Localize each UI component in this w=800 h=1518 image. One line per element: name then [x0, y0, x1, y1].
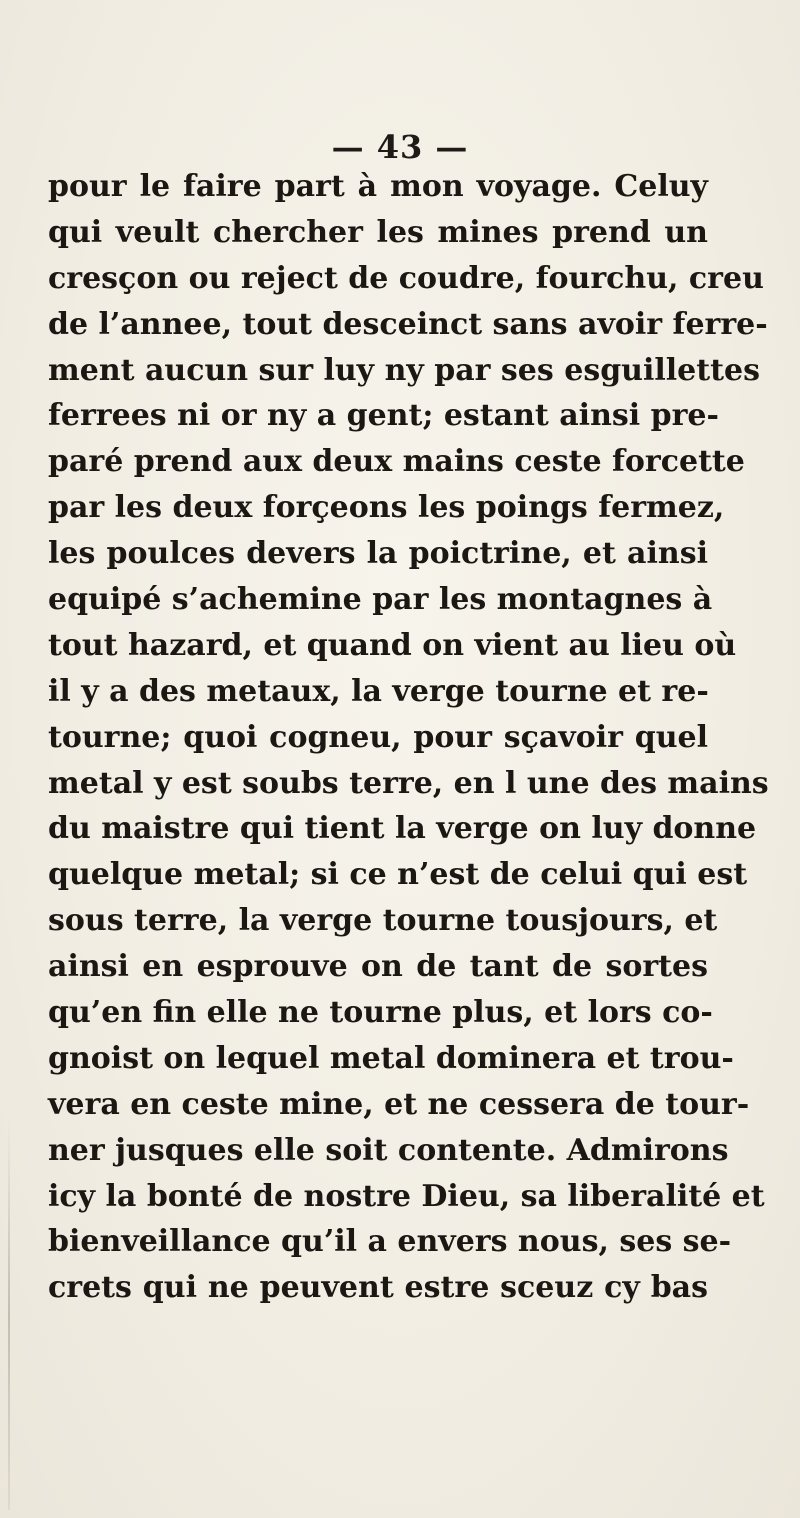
text-line: bienveillance qu’il a envers nous, ses se- [48, 1224, 732, 1260]
text-line: icy la bonté de nostre Dieu, sa liberalité et [48, 1178, 765, 1214]
text-line: vera en ceste mine, et ne cessera de tour- [48, 1086, 750, 1122]
text-line: de l’annee, tout desceinct sans avoir ferre- [48, 306, 768, 342]
text-line: du maistre qui tient la verge on luy donne [48, 811, 757, 847]
text-line: pour le faire part à mon voyage. Celuy [48, 169, 708, 204]
text-line: par les deux forçeons les poings fermez, [48, 490, 725, 526]
text-line: ment aucun sur luy ny par ses esguillettes [48, 352, 760, 388]
text-line: ner jusques elle soit contente. Admirons [48, 1132, 729, 1168]
text-line: crets qui ne peuvent estre sceuz cy bas [48, 1270, 708, 1306]
text-line: qui veult chercher les mines prend un [48, 214, 708, 250]
text-line: qu’en fin elle ne tourne plus, et lors co- [48, 995, 713, 1031]
text-line: il y a des metaux, la verge tourne et re- [48, 673, 709, 709]
body-text [48, 164, 769, 1311]
text-line: les poulces devers la poictrine, et ainsi [48, 536, 708, 572]
text-line: quelque metal; si ce n’est de celui qui est [48, 857, 748, 893]
page-crease-shadow [8, 1120, 10, 1510]
text-line: tout hazard, et quand on vient au lieu où [48, 627, 737, 663]
text-line: gnoist on lequel metal dominera et trou- [48, 1040, 734, 1076]
text-line: ainsi en esprouve on de tant de sortes [48, 949, 708, 985]
text-line: tourne; quoi cogneu, pour sçavoir quel [48, 719, 708, 755]
text-line: paré prend aux deux mains ceste forcette [48, 444, 745, 480]
page-number-header: — 43 — [331, 128, 469, 166]
text-line: metal y est soubs terre, en l une des mains [48, 765, 769, 801]
text-line: ferrees ni or ny a gent; estant ainsi pre- [48, 398, 719, 434]
text-line: cresçon ou reject de coudre, fourchu, creu [48, 260, 764, 296]
text-line: sous terre, la verge tourne tousjours, et [48, 903, 718, 939]
text-line: equipé s’achemine par les montagnes à [48, 582, 713, 618]
